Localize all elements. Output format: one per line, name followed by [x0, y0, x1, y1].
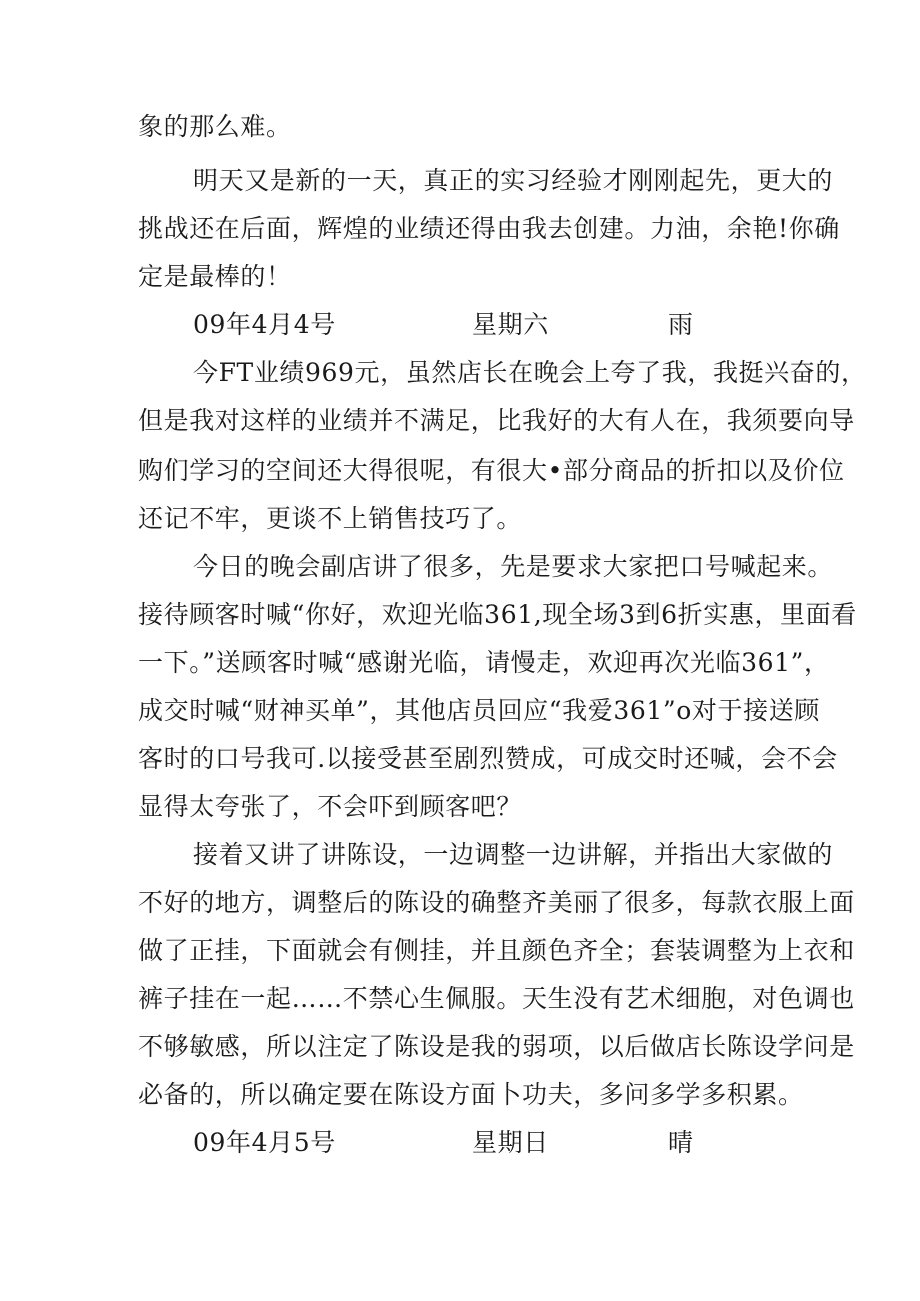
paragraph-line: 今日的晚会副店讲了很多，先是要求大家把口号喊起来。 — [193, 552, 834, 581]
paragraph-line: 还记不牢，更谈不上销售技巧了。 — [138, 504, 523, 533]
paragraph-line: 购们学习的空间还大得很呢，有很大•部分商品的折扣以及价位 — [138, 456, 845, 485]
paragraph-line: 必备的，所以确定要在陈设方面卜功夫，多问多学多积累。 — [138, 1080, 804, 1109]
paragraph-line: 显得太夸张了，不会吓到顾客吧？ — [138, 792, 523, 821]
paragraph-line: 裤子挂在一起……不禁心生佩服。天生没有艺术细胞，对色调也 — [138, 984, 855, 1013]
paragraph-line: 接待顾客时喊“你好，欢迎光临361,现全场3到6折实惠，里面看 — [138, 600, 857, 629]
entry-date: 09年4月5号 — [193, 1128, 336, 1157]
entry-date: 09年4月4号 — [193, 310, 336, 339]
paragraph-line: 今FT业绩969元，虽然店长在晚会上夸了我，我挺兴奋的， — [193, 358, 867, 387]
paragraph-line: 定是最棒的！ — [138, 262, 292, 291]
entry-weekday: 星期六 — [472, 310, 549, 339]
paragraph-line: 客时的口号我可.以接受甚至剧烈赞成，可成交时还喊，会不会 — [138, 744, 838, 773]
entry-weather: 晴 — [668, 1128, 694, 1157]
paragraph-line: 接着又讲了讲陈设，一边调整一边讲解，并指出大家做的 — [193, 840, 834, 869]
paragraph-line: 不够敏感，所以注定了陈设是我的弱项，以后做店长陈设学问是 — [138, 1032, 855, 1061]
paragraph-line: 做了正挂，下面就会有侧挂，并且颜色齐全；套装调整为上衣和 — [138, 936, 855, 965]
paragraph-line: 一下。”送顾客时喊“感谢光临，请慢走，欢迎再次光临361”， — [138, 648, 830, 677]
paragraph-line: 成交时喊“财神买单”，其他店员回应“我爱361”o对于接送顾 — [138, 696, 820, 725]
entry-weather: 雨 — [668, 310, 694, 339]
paragraph-line: 象的那么难。 — [138, 112, 292, 141]
paragraph-line: 明天又是新的一天，真正的实习经验才刚刚起先，更大的 — [193, 166, 834, 195]
paragraph-line: 但是我对这样的业绩并不满足，比我好的大有人在，我须要向导 — [138, 406, 855, 435]
entry-weekday: 星期日 — [472, 1128, 549, 1157]
paragraph-line: 不好的地方，调整后的陈设的确整齐美丽了很多，每款衣服上面 — [138, 888, 855, 917]
paragraph-line: 挑战还在后面，辉煌的业绩还得由我去创建。力油，余艳!你确 — [138, 214, 840, 243]
